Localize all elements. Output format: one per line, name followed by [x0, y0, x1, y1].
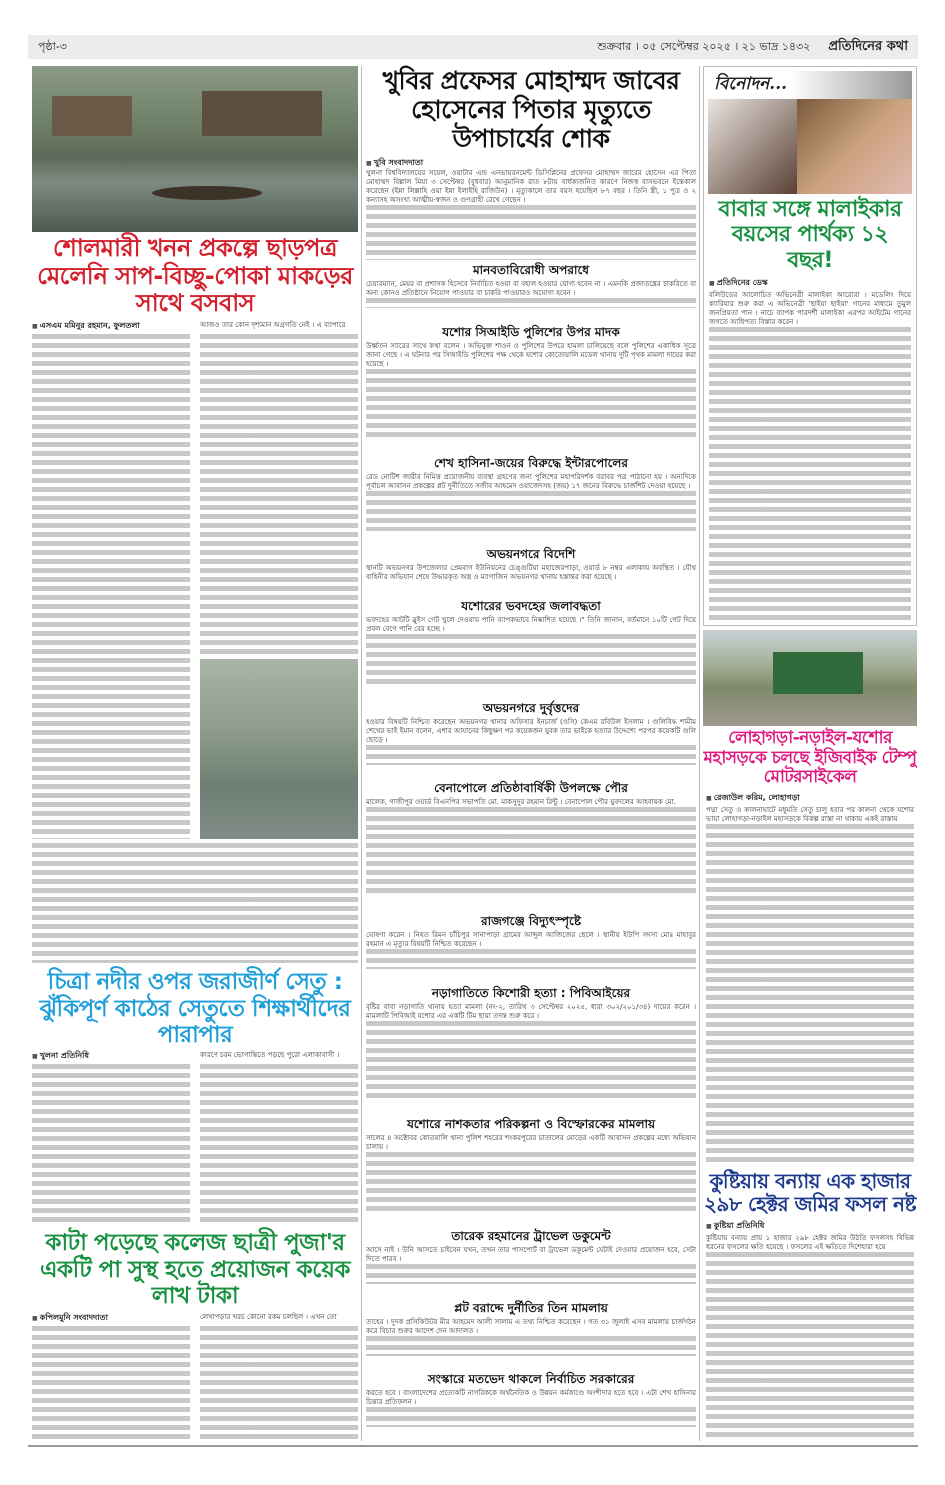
story-text: খুলনা বিশ্ববিদ্যালয়ের সয়েল, ওয়াটার এন্ড এনভায়রনমেন্ট ডিসিপ্লিনের প্রফেসর মোহাম্মদ জাবের হোসেন এর পিতা মোহাম্মদ বিল্লাল মিয়া ৩ সেপ্টেম্বর (বুধবার) আনুমানিক রাত ৮টায় বার্ধক্যজনিত কারণে নিজস্ব বাসভবনে ইন্তেকাল করেছেন (ইন্না লিল্লাহি ওয়া ইন্না ইলাইহি রাজিউন) । মৃত্যুকালে তার বয়স হয়েছিল ৮৭ বছর । তিনি স্ত্রী, ১ পুত্র ও ২ কন্যাসহ অসংখ্য আত্মীয়-স্বজন ও গুণগ্রাহী রেখে গেছেন ।	[366, 169, 696, 205]
masthead-logo: প্রতিদিনের কথা	[828, 38, 908, 54]
story-text-area	[32, 1326, 358, 1441]
byline: ■ খুলনা প্রতিনিধি	[32, 1051, 190, 1062]
subsection-text-filler	[366, 369, 696, 439]
middle-column	[366, 64, 696, 1441]
subsection	[366, 260, 696, 320]
subsection-text: উর্ধ্বতন স্যারের সাথে কথা বলেন । অভিযুক্ত শাওন ও পুলিশের উপরে হামলা চালিয়েছে বলে পুলিশের একাধিক সূত্রে জানা গেছে । এ ঘটনার পর সিআইডি পুলিশের পক্ষ থেকে যশোর কোতোয়ালি মডেল থানায় দুটি পৃথক মামলা দায়ের করা হয়েছে ।	[366, 341, 696, 368]
subsection-title: নড়াগাতিতে কিশোরী হত্যা : পিবিআইয়ের	[431, 985, 631, 1000]
story-text: লেখাপড়ার খরচ কোনো রকম চলছিল । এখন তো	[200, 1312, 337, 1321]
headline-chitra-bridge: চিত্রা নদীর ওপর জরাজীর্ণ সেতু : ঝুঁকিপূর্ণ কাঠের সেতুতে শিক্ষার্থীদের পারাপার	[39, 969, 351, 1048]
story-text: কুষ্টিয়ায় বন্যায় প্রায় ১ হাজার ২৯৮ হেক্টর জমির উঠতি ফসলসহ বিভিন্ন ধরনের ফসলের ক্ষতি হয়েছে । ফসলের এই ক্ষতিতে দিশেহারা হয়ে	[706, 1233, 914, 1251]
page-header	[28, 35, 918, 59]
story-text-column	[32, 843, 358, 963]
byline-row	[32, 1313, 358, 1324]
highway-traffic-photo	[703, 630, 917, 726]
subsection-title: যশোরের ভবদহের জলাবদ্ধতা	[461, 598, 601, 613]
subsection-title: অভয়নগরে দুর্বৃত্তদের	[482, 700, 580, 715]
byline-row	[32, 321, 358, 332]
subsection-title: যশোর সিআইডি পুলিশের উপর মাদক	[442, 324, 620, 339]
subsection	[366, 778, 696, 909]
subsection-text: হওয়ার বিষয়টি নিশ্চিত করেছেন অভয়নগর থানার অফিসার ইনচার্জ (ওসি) কেএম রবিউল ইসলাম । গুলিবিদ্ধ শামীম শেখের ভাই ইমান বলেন, এশার আযানের কিছুক্ষণ পর কয়েকজন যুবক তার ভাইকে হত্যার উদ্দেশ্যে পরপর কয়েকটি গুলি ছোড়ে ।	[366, 717, 696, 744]
subsection-text-filler	[366, 1336, 696, 1356]
subsection	[366, 1114, 696, 1224]
subsection-title: যশোরে নাশকতার পরিকল্পনা ও বিস্ফোরকের মামলায়	[406, 1117, 656, 1132]
subsection-text-filler	[366, 491, 696, 531]
story-text-filler	[706, 824, 914, 1164]
subsection-text: সালের ৪ অক্টোবর কোতয়ালি থানা পুলিশ শহরের শংকরপুরের চাতালের মোড়ের একটি আবাসন প্রকল্পের মধ্যে অভিযান চালায় ।	[366, 1134, 696, 1152]
section-label: বিনোদন...	[714, 74, 788, 94]
subsection-text-filler	[366, 745, 696, 765]
malaika-photo	[708, 99, 912, 194]
byline: ■ খুবি সংবাদদাতা	[366, 158, 696, 169]
subsection-text: আসে নাই । উনি আসতে চাইবেন যখন, তখন তার পাসপোর্ট বা ট্রাভেল ডকুমেন্ট যেটাই দেওয়ার প্রয়োজন হবে, সেটা দিতে পারব ।	[366, 1245, 696, 1263]
right-column	[703, 66, 917, 1441]
story-text-area	[32, 1064, 358, 1224]
subsection	[366, 544, 696, 594]
subsection-title: তারেক রহমানের ট্রাভেল ডকুমেন্ট	[451, 1228, 611, 1243]
story-text-column	[200, 1064, 358, 1224]
subsection	[366, 322, 696, 451]
column-divider	[699, 66, 700, 1441]
story-text-filler	[709, 327, 911, 621]
bottom-rule	[28, 1445, 918, 1447]
story-text-column	[32, 1064, 190, 1224]
story-text-column	[200, 334, 358, 655]
story-text-column	[32, 334, 190, 839]
byline: ■ এসএম মমিনুর রহমান, ফুলতলা	[32, 321, 190, 332]
subsection-title: প্লট বরাদ্দে দুর্নীতির তিন মামলায়	[454, 1300, 608, 1315]
column-divider	[361, 66, 362, 1441]
subsection-text-filler	[366, 1407, 696, 1427]
headline-kushtia-flood: কুষ্টিয়ায় বন্যায় এক হাজার ২৯৮ হেক্টর জমির ফসল নষ্ট	[704, 1168, 916, 1216]
subsection	[366, 983, 696, 1113]
subsection-title: শেখ হাসিনা-জয়ের বিরুদ্ধে ইন্টারপোলের	[434, 455, 628, 470]
byline: ■ কুষ্টিয়া প্রতিনিধি	[706, 1221, 914, 1232]
story-text-column	[32, 1326, 190, 1441]
subsection-text: তাহের । দুদক প্রসিকিউটর মীর আহমেদ আলী সালাম এ তথ্য নিশ্চিত করেছেন । গত ৩১ জুলাই এসব মামলায় চার্জগঠন করে বিচার শুরুর আদেশ দেন আদালত ।	[366, 1317, 696, 1335]
issue-date: শুক্রবার । ০৫ সেপ্টেম্বর ২০২৫ । ২১ ভাদ্র ১৪৩২	[597, 39, 811, 53]
subsection-text: চেয়ারম্যান, মেয়র বা প্রশাসক হিসেবে নির্বাচিত হওয়া বা বহাল হওয়ার যোগ্য হবেন না । এমনকি প্রজাতন্ত্রের চাকরিতে বা অন্য কোনও প্রতিষ্ঠানে নিয়োগ পাওয়ার বা চাকরি পাওয়ারও অযোগ্য হবেন ।	[366, 280, 696, 298]
story-text: বলিউডের আলোচিত অভিনেত্রী মালাইকা আরোরা । মডেলিং দিয়ে ক্যারিয়ার শুরু করা এ অভিনেত্রী 'ছাইয়া ছাইয়া' গানের মাধ্যমে তুমুল জনপ্রিয়তা পান । নাচে ব্যাপক পারদর্শী মালাইকা এরপর আইটেম গানের জগতে আধিপত্য বিস্তার করেন ।	[709, 290, 911, 326]
subsection-text-filler	[366, 949, 696, 969]
subsection-text: স্থানটি অভয়নগর উপজেলার প্রেমবাগ ইউনিয়নের চেঙ্গুটিয়া মহাজেরপাড়া, ওয়ার্ড ৮ নম্বর এলাকায় অবস্থিত । যৌথ বাহিনীর অভিযান শেষে উদ্ধারকৃত অস্ত্র ও ম্যাগাজিন অভয়নগর থানায় হস্তান্তর করা হয়েছে ।	[366, 564, 696, 582]
subsection-text-filler	[366, 634, 696, 684]
subsection-text-filler	[366, 1021, 696, 1101]
subsection-title: রাজগঞ্জে বিদ্যুৎস্পৃষ্টে	[480, 913, 582, 928]
section-header	[708, 71, 912, 99]
subsection	[366, 911, 696, 981]
flood-houses-photo	[32, 66, 358, 232]
story-text: কারণে চরম ভোগান্তিতে পড়ছে পুরো এলাকাবাসী ।	[200, 1051, 340, 1060]
story-text-filler	[706, 1252, 914, 1441]
headline-sholmari: শোলমারী খনন প্রকল্পে ছাড়পত্র মেলেনি সাপ-বিচ্ছু-পোকা মাকড়ের সাথে বসবাস	[37, 234, 353, 318]
subsection-text-filler	[366, 807, 696, 897]
subsection-title: সংস্কারে মতভেদ থাকলে নির্বাচিত সরকারের	[427, 1372, 635, 1387]
subsection-text: রেড নোটিশ জারীর নিমিত্ত প্রয়োজনীয় ব্যবস্থা গ্রহণের জন্য পুলিশের মহাপরিদর্শক বরাবর পত্র পাঠানো হয় । অন্যদিকে পূর্বাচল আবাসন প্রকল্পের প্লট দুর্নীতিতে সজীব আহমেদ ওয়াজেদসহ (জয়) ১৭ জনের বিরুদ্ধে চার্জশিট দেওয়া হয়েছে ।	[366, 472, 696, 490]
headline-khubi-professor: খুবির প্রফেসর মোহাম্মদ জাবের হোসেনের পিতার মৃত্যুতে উপাচার্যের শোক	[382, 66, 680, 153]
story-text-area	[32, 334, 358, 839]
story-text: আজও তার কোন দৃশ্যমান অগ্রগতি নেই । এ ব্যাপারে	[200, 320, 346, 329]
headline-malaika: বাবার সঙ্গে মালাইকার বয়সের পার্থক্য ১২ বছর!	[718, 197, 902, 273]
subsection-title: মানবতাবিরোধী অপরাধে	[473, 263, 589, 278]
byline: ■ প্রতিদিনের ডেস্ক	[709, 278, 911, 289]
story-text: পদ্মা সেতু ও কালনাঘাটে মধুমতি সেতু চালু হবার পর কালনা থেকে যশোর ভায়া লোহাগড়া-নড়াইল মহাসড়কে বিকল্প রাস্তা না থাকায় একই রাস্তায়	[706, 805, 914, 823]
story-text-column	[200, 1326, 358, 1441]
subsection-text: মালেক, গাজীপুর ওয়ার্ড বিএনপির সভাপতি মো. মাকসুদুর রহমান রিন্টু । বেনাপোল পৌর যুবদলের আহবায়ক মো.	[366, 798, 676, 807]
subsection	[366, 1298, 696, 1368]
page-number: পৃষ্ঠা-৩	[38, 39, 67, 53]
flooded-road-photo	[200, 659, 358, 839]
left-column	[32, 66, 358, 1441]
byline: ■ রেজাউল করিম, লোহাগড়া	[706, 793, 914, 804]
subsection	[366, 453, 696, 543]
subsection-text: ভবদহের আটটি স্লুইস গেট খুলে দেওয়ায় পানি ব্যাপকভাবে নিষ্কাশিত হয়েছে ।" তিনি জানান, বর্তমানে ১০টি গেট দিয়ে প্রবল বেগে পানি বের হচ্ছে ।	[366, 615, 696, 633]
headline-college-student: কাটা পড়েছে কলেজ ছাত্রী পুজা'র একটি পা সুস্থ হতে প্রয়োজন কয়েক লাখ টাকা	[40, 1230, 350, 1310]
subsection-title: বেনাপোলে প্রতিষ্ঠাবার্ষিকী উপলক্ষে পৌর	[434, 781, 628, 796]
byline-row	[32, 1051, 358, 1062]
headline-lohagara-highway: লোহাগড়া-নড়াইল-যশোর মহাসড়কে চলছে ইজিবাইক টেম্পু মোটরসাইকেল	[703, 728, 917, 788]
subsection	[366, 1369, 696, 1439]
byline: ■ কপিলমুনি সংবাদদাতা	[32, 1313, 190, 1324]
subsection-text-filler	[366, 298, 696, 308]
subsection-text-filler	[366, 1152, 696, 1212]
subsections	[366, 260, 696, 1441]
story-text-filler	[366, 205, 696, 260]
subsection-text: ঘোষণা করেন । নিহত রিমন চাঁচিপুর সানাপাড়া গ্রামের আব্দুল আজিজের ছেলে । স্থানীয় ইউপি সদস্য মোঃ মাহাবুর রহমান এ মৃত্যুর বিষয়টি নিশ্চিত করেছেন ।	[366, 930, 696, 948]
subsection-text: করতে হবে । বাংলাদেশের প্রত্যেকটি নাগরিককে অর্থনৈতিক ও উন্নয়ন কর্মকাণ্ডে অংশীদার হতে হবে । এটা শেখ হাসিনার চিন্তার প্রতিফলন ।	[366, 1389, 696, 1407]
subsection	[366, 698, 696, 777]
entertainment-box	[703, 66, 917, 626]
subsection	[366, 596, 696, 696]
subsection-text-filler	[366, 1264, 696, 1284]
subsection-text: বৃষ্টির বাবা নড়াগাতি থানায় হত্যা মামলা (নং-২, তারিখ ৩ সেপ্টেম্বর ২০২৫, ধারা ৩০২/২০১/৩৪) দায়ের করেন । মামলাটি পিবিআই যশোর এর একটি টিম ছায়া তদন্ত শুরু করে ।	[366, 1002, 696, 1020]
subsection	[366, 1226, 696, 1296]
subsection-title: অভয়নগরে বিদেশি	[486, 547, 576, 562]
